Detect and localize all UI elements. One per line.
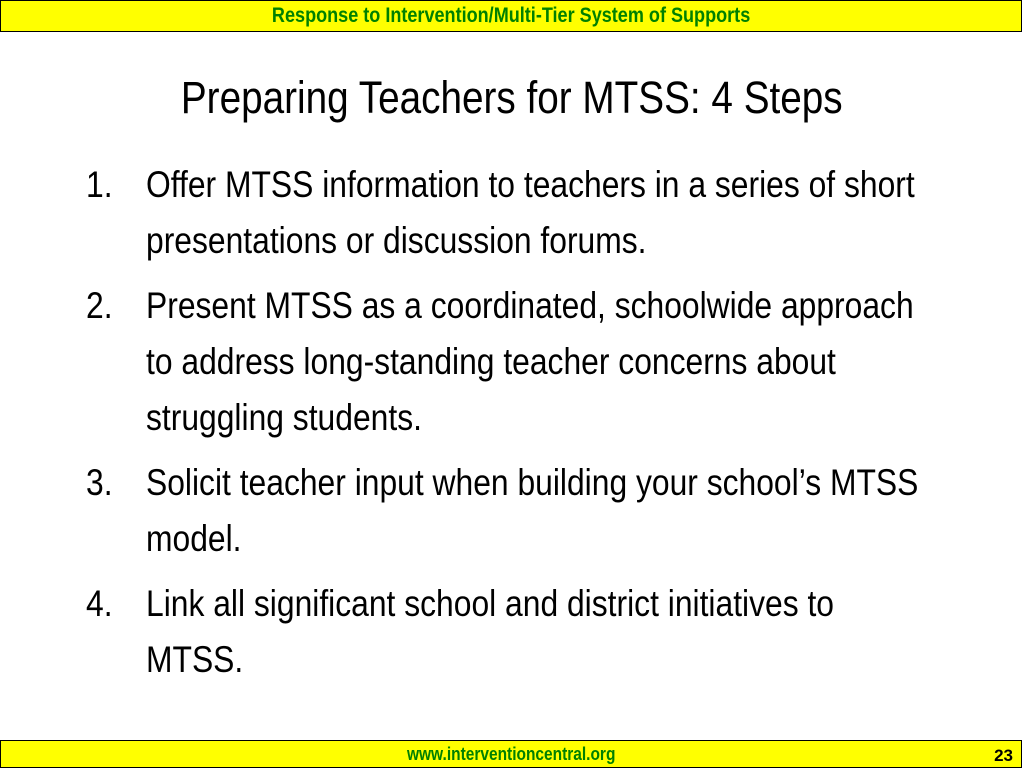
slide-title [0,70,1024,126]
page-number: 23 [994,746,1013,765]
footer-banner [0,740,1022,768]
header-banner [0,0,1022,32]
step-text: Link all significant school and district initiatives to MTSS. [146,583,834,680]
step-item-4 [84,576,944,688]
header-banner-text: Response to Intervention/Multi-Tier System of Supports [271,4,751,27]
step-text: Solicit teacher input when building your school’s MTSS model. [146,462,919,559]
step-number: 2. [86,285,113,326]
footer-url[interactable] [1,741,1021,768]
step-number: 4. [86,583,113,624]
steps-list [84,157,944,697]
step-item-1 [84,157,944,269]
step-number: 1. [86,164,113,205]
step-number: 3. [86,462,113,503]
footer-url-text[interactable]: www.interventioncentral.org [406,744,616,764]
step-text: Offer MTSS information to teachers in a series of short presentations or discussion forums. [146,164,915,261]
step-text: Present MTSS as a coordinated, schoolwide approach to address long-standing teacher concerns about struggling students. [146,285,914,438]
step-item-2 [84,278,944,446]
step-item-3 [84,455,944,567]
slide-title-text: Preparing Teachers for MTSS: 4 Steps [181,72,843,123]
